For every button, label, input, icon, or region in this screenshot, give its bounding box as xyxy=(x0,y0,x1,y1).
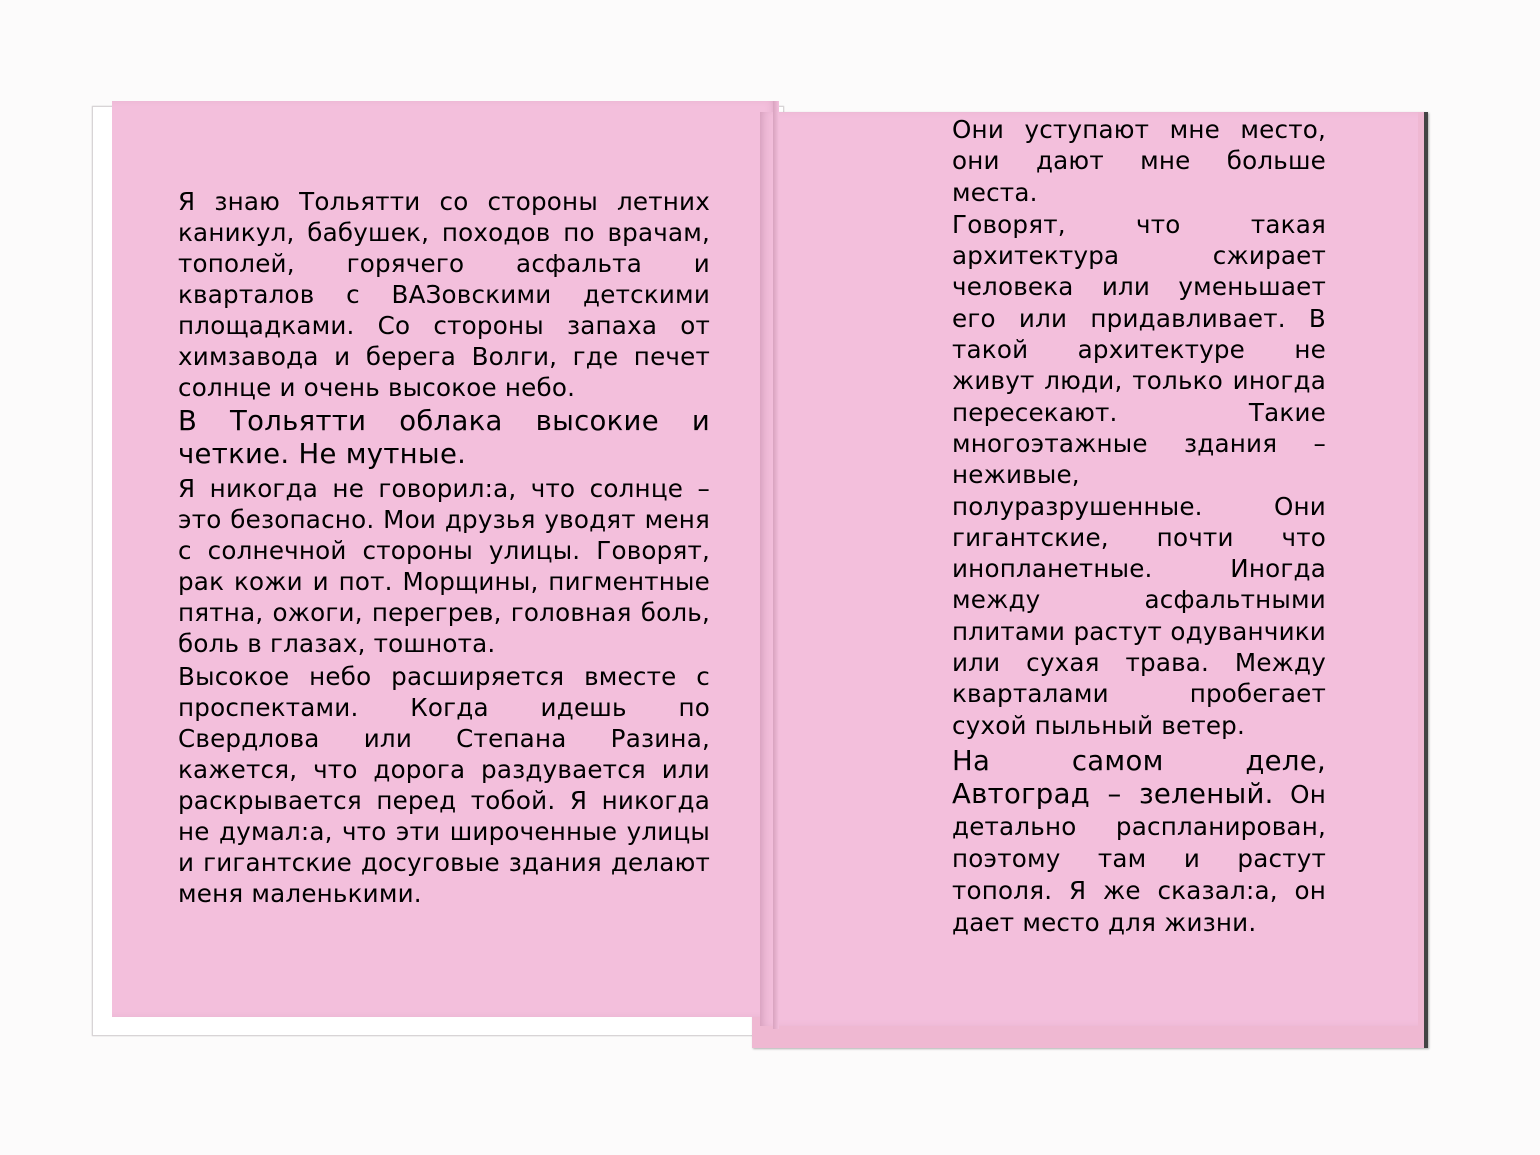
book-gutter xyxy=(773,101,779,1029)
left-page-text xyxy=(178,186,710,909)
left-paragraph-2: В Тольятти облака высокие и четкие. Не мутные. xyxy=(178,405,710,470)
left-paragraph-1: Я знаю Тольятти со стороны летних каникул, бабушек, походов по врачам, тополей, горячего асфальта и кварталов с ВАЗовскими детскими площадками. Со стороны запаха от химзавода и берега Волги, где печет солнце и очень высокое небо. xyxy=(178,187,710,402)
right-paragraph-3-text: На самом деле, Автоград – зеленый. xyxy=(952,744,1326,810)
left-paragraph-3: Я никогда не говорил:а, что солнце – это безопасно. Мои друзья уводят меня с солнечной стороны улицы. Говорят, рак кожи и пот. Морщины, пигментные пятна, ожоги, перегрев, головная боль, боль в глазах, тошнота. xyxy=(178,474,710,658)
left-paragraph-4: Высокое небо расширяется вместе с проспектами. Когда идешь по Свердлова или Степана Разина, кажется, что дорога раздувается или раскрывается перед тобой. Я никогда не думал:а, что эти широченные улицы и гигантские досуговые здания делают меня маленькими. xyxy=(178,662,710,908)
right-page-text xyxy=(952,114,1326,939)
right-paragraph-3-4 xyxy=(952,745,1326,939)
right-paragraph-2: Говорят, что такая архитектура сжирает человека или уменьшает его или придавливает. В такой архитектуре не живут люди, только иногда пересекают. Такие многоэтажные здания – неживые, полуразрушенные. Они гигантские, почти что инопланетные. Иногда между асфальтными плитами растут одуванчики или сухая трава. Между кварталами пробегает сухой пыльный ветер. xyxy=(952,209,1326,740)
right-paragraph-4-text: Он детально распланирован, поэтому там и растут тополя. Я же сказал:а, он дает место для жизни. xyxy=(952,779,1326,937)
right-paragraph-1: Они уступают мне место, они дают мне больше места. xyxy=(952,115,1326,207)
